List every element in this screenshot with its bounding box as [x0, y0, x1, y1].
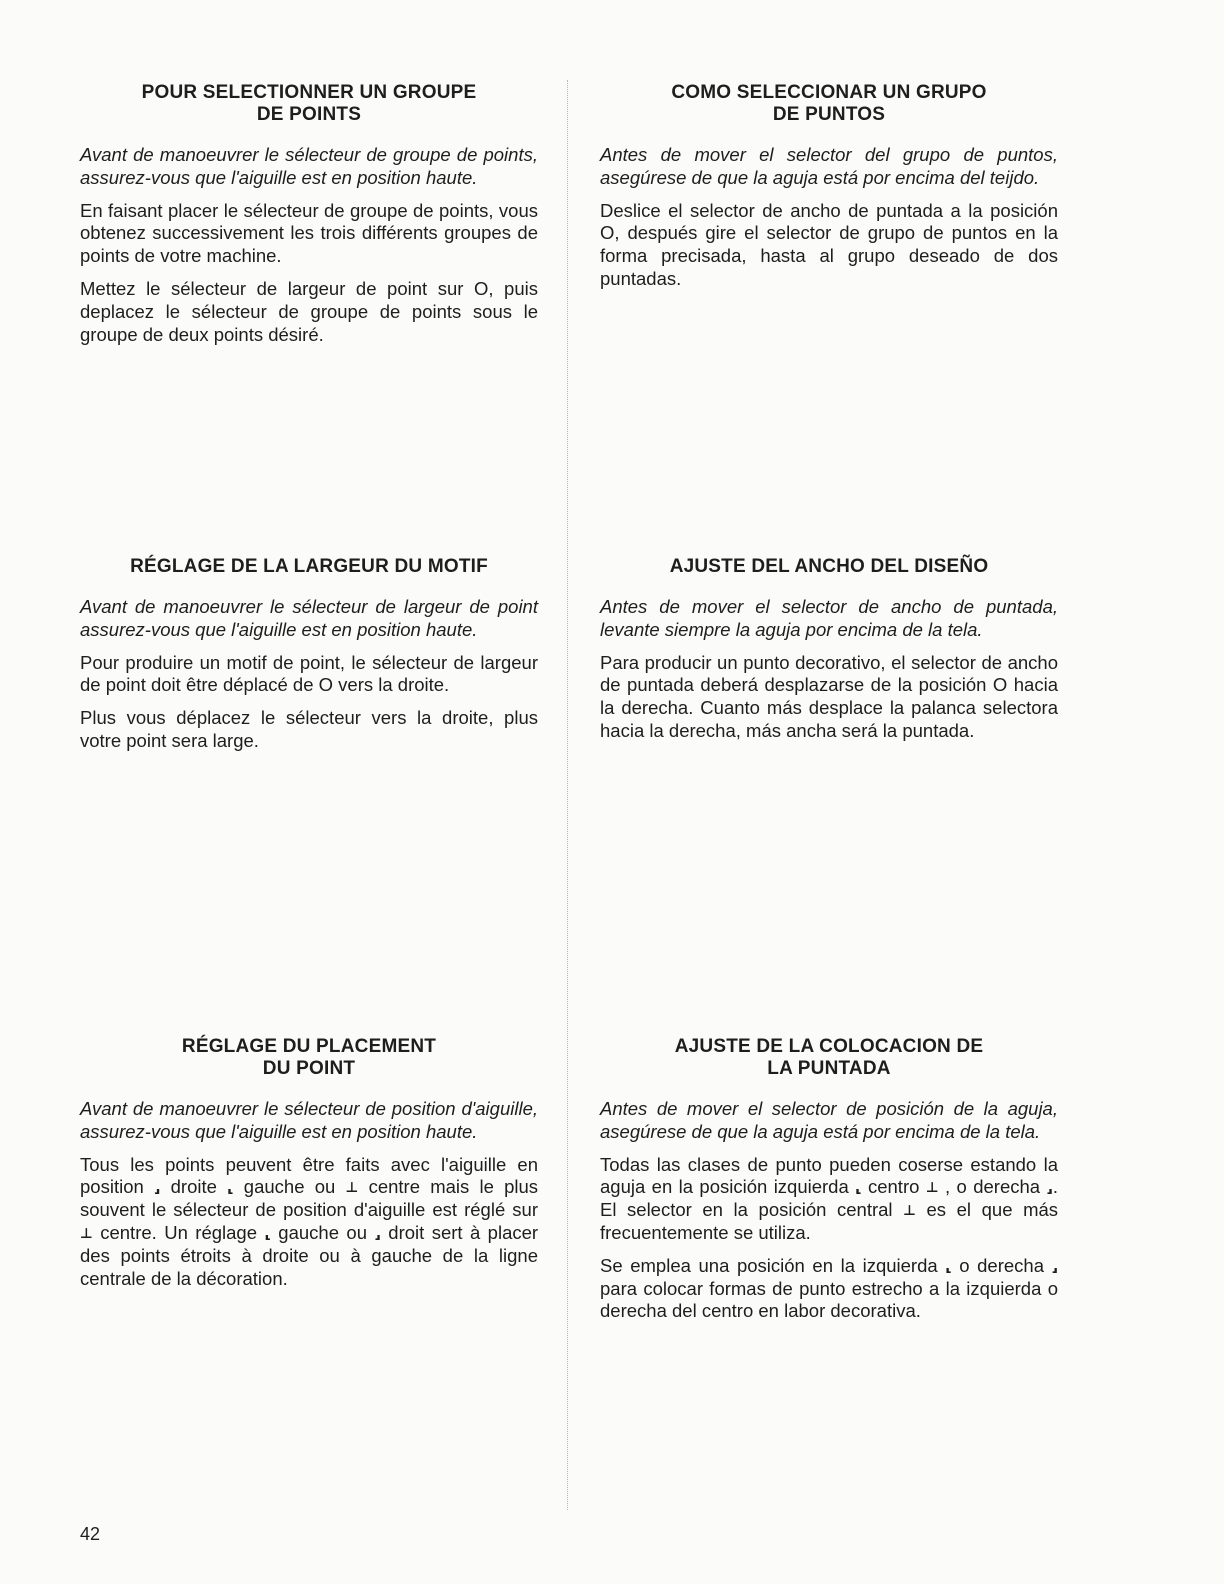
needle-right-position-icon: ⸥ — [1046, 1179, 1053, 1196]
needle-right-position-icon: ⸥ — [1051, 1257, 1058, 1274]
needle-left-position-icon: ⸤ — [855, 1179, 862, 1196]
es-paragraph: Todas las clases de punto pueden coserse estando la aguja en la posición izquierda ⸤ centro ⊥ , o derecha ⸥. El selector en la posición central ⊥ es el que más frecuentemente se utiliza. — [600, 1153, 1059, 1243]
es-note: Antes de mover el selector de ancho de puntada, levante siempre la aguja por encima de la tela. — [600, 596, 1058, 640]
needle-center-position-icon: ⊥ — [903, 1202, 916, 1219]
es-section-title: AJUSTE DE LA COLOCACION DE LA PUNTADA — [674, 1036, 984, 1079]
needle-left-position-icon: ⸤ — [264, 1224, 271, 1241]
fr-section-title: POUR SELECTIONNER UN GROUPE DE POINTS — [141, 82, 477, 125]
fr-paragraph: Mettez le sélecteur de largeur de point sur O, puis deplacez le sélecteur de groupe de points sous le groupe de deux points désiré. — [80, 277, 538, 345]
fr-note: Avant de manoeuvrer le sélecteur de position d'aiguille, assurez-vous que l'aiguille est en position haute. — [80, 1098, 538, 1142]
page-number: 42 — [80, 1524, 101, 1544]
needle-center-position-icon: ⊥ — [80, 1224, 93, 1241]
fr-section-placement — [80, 1036, 538, 1300]
fr-section-select-group — [80, 82, 538, 356]
fr-paragraph: Tous les points peuvent être faits avec l'aiguille en position ⸥ droite ⸤ gauche ou ⊥ centre mais le plus souvent le sélecteur de position d'aiguille est réglé sur ⊥ centre. Un réglage ⸤ gauche ou ⸥ droit sert à placer des points étroits à droite ou à gauche de la ligne centrale de la décoration. — [80, 1153, 539, 1289]
es-note: Antes de mover el selector del grupo de puntos, asegúrese de que la aguja está por encima del teijdo. — [600, 144, 1058, 188]
fr-section-title: RÉGLAGE DE LA LARGEUR DU MOTIF — [130, 556, 488, 577]
es-section-title: AJUSTE DEL ANCHO DEL DISEÑO — [669, 556, 989, 577]
es-paragraph: Deslice el selector de ancho de puntada a la posición O, después gire el selector de grupo de puntos en la forma precisada, hasta al grupo deseado de dos puntadas. — [600, 199, 1058, 289]
es-section-title: COMO SELECCIONAR UN GRUPO DE PUNTOS — [671, 82, 987, 125]
needle-center-position-icon: ⊥ — [925, 1179, 939, 1196]
fr-note: Avant de manoeuvrer le sélecteur de groupe de points, assurez-vous que l'aiguille est en position haute. — [80, 144, 538, 188]
needle-left-position-icon: ⸤ — [227, 1179, 234, 1196]
fr-note: Avant de manoeuvrer le sélecteur de largeur de point assurez-vous que l'aiguille est en position haute. — [80, 596, 538, 640]
fr-section-title: RÉGLAGE DU PLACEMENT DU POINT — [181, 1036, 437, 1079]
fr-section-width — [80, 556, 538, 763]
es-note: Antes de mover el selector de posición de la aguja, asegúrese de que la aguja está por encima de la tela. — [600, 1098, 1058, 1142]
fr-paragraph: Plus vous déplacez le sélecteur vers la droite, plus votre point sera large. — [80, 707, 538, 751]
es-paragraph: Para producir un punto decorativo, el selector de ancho de puntada deberá desplazarse de la posición O hacia la derecha. Cuanto más desplace la palanca selectora hacia la derecha, más ancha será la puntada. — [600, 651, 1058, 741]
es-section-placement — [600, 1036, 1058, 1333]
needle-right-position-icon: ⸥ — [374, 1224, 381, 1241]
needle-center-position-icon: ⊥ — [345, 1179, 359, 1196]
fr-paragraph: Pour produire un motif de point, le sélecteur de largeur de point doit être déplacé de O vers la droite. — [80, 651, 538, 696]
needle-right-position-icon: ⸥ — [154, 1179, 161, 1196]
needle-left-position-icon: ⸤ — [945, 1257, 952, 1274]
es-section-width — [600, 556, 1058, 753]
column-divider — [567, 80, 568, 1510]
es-paragraph: Se emplea una posición en la izquierda ⸤ o derecha ⸥ para colocar formas de punto estrecho a la izquierda o derecha del centro en labor decorativa. — [600, 1254, 1058, 1322]
fr-paragraph: En faisant placer le sélecteur de groupe de points, vous obtenez successivement les trois différents groupes de points de votre machine. — [80, 199, 538, 267]
es-section-select-group — [600, 82, 1058, 301]
